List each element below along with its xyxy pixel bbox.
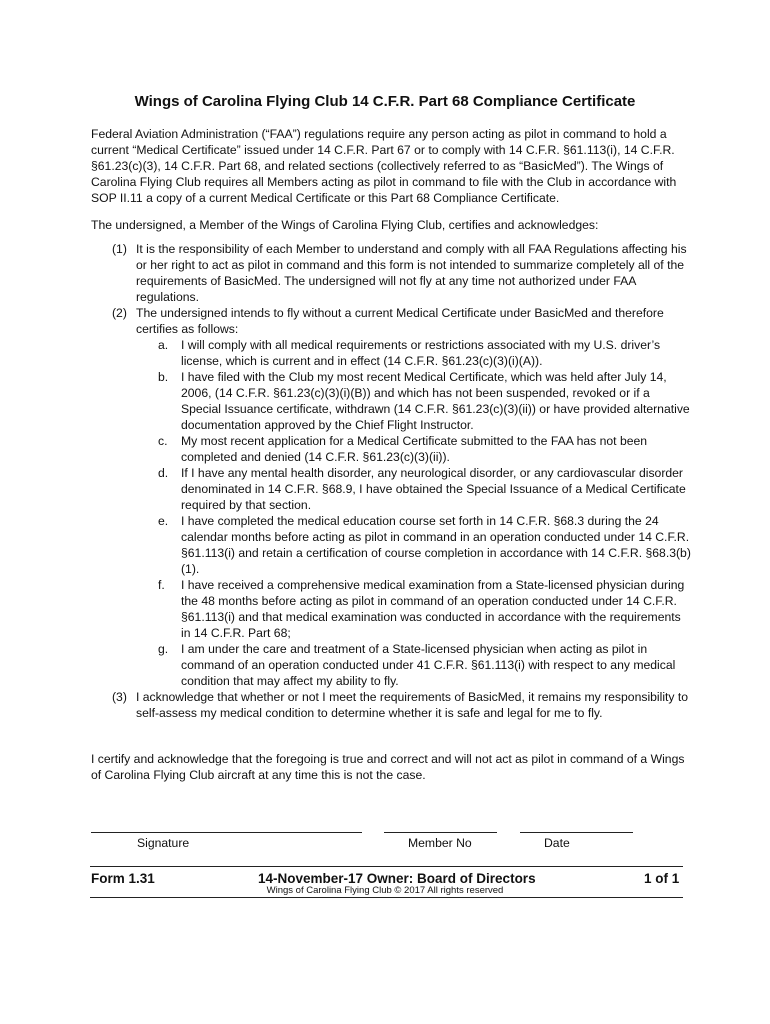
sub-item-letter: f. [158,578,165,592]
list-item [91,305,691,337]
sub-item [91,433,691,465]
sub-item [91,465,691,513]
member-number-label: Member No [408,836,472,850]
form-number: Form 1.31 [91,871,155,886]
sub-item-letter: a. [158,338,169,352]
item-number: (2) [112,306,127,320]
document-title: Wings of Carolina Flying Club 14 C.F.R. Part 68 Compliance Certificate [134,93,636,110]
sub-item-text: I will comply with all medical requirements or restrictions associated with my U.S. driver’s license, which is current and in effect (14 C.F.R. §61.23(c)(3)(i)(A)). [181,338,661,368]
sub-item [91,513,691,577]
list-item [91,241,691,305]
sub-item-text: I have received a comprehensive medical examination from a State-licensed physician during the 48 months before acting as pilot in command of an operation conducted under 14 C.F.R. §61.113(i) and that medical examination was conducted in accordance with the requirements in 14 C.F.R. Part 68; [181,578,685,640]
undersigned-paragraph: The undersigned, a Member of the Wings of Carolina Flying Club, certifies and acknowledges: [91,218,599,232]
footer-top-rule [90,866,683,867]
sub-item [91,641,691,689]
item-number: (3) [112,690,127,704]
sub-item-text: My most recent application for a Medical Certificate submitted to the FAA has not been completed and denied (14 C.F.R. §61.23(c)(3)(ii)). [181,434,648,464]
signature-line[interactable] [91,832,362,833]
sub-item-letter: b. [158,370,169,384]
item-text: It is the responsibility of each Member to understand and comply with all FAA Regulations affecting his or her right to act as pilot in command and this form is not intended to summarize completely all of the requirements of BasicMed. The undersigned will not fly at any time not authorized under FAA regulations. [136,242,687,304]
certification-list [91,241,691,721]
date-line[interactable] [520,832,633,833]
sub-item [91,577,691,641]
sub-item-text: I have completed the medical education course set forth in 14 C.F.R. §68.3 during the 24 calendar months before acting as pilot in command in an operation conducted under 14 C.F.R. §61.113(i) and retain a certification of course completion in accordance with 14 C.F.R. §68.3(b)(1). [181,514,691,576]
sub-item-letter: g. [158,642,169,656]
item-text: The undersigned intends to fly without a current Medical Certificate under BasicMed and therefore certifies as follows: [136,306,664,336]
signature-label: Signature [137,836,190,850]
sub-item-letter: c. [158,434,168,448]
sub-item-letter: d. [158,466,169,480]
item-number: (1) [112,242,127,256]
footer-owner: 14-November-17 Owner: Board of Directors [258,871,536,886]
member-number-line[interactable] [384,832,497,833]
sub-item [91,369,691,433]
date-label: Date [544,836,570,850]
sub-item-text: If I have any mental health disorder, any neurological disorder, or any cardiovascular disorder denominated in 14 C.F.R. §68.9, I have obtained the Special Issuance of a Medical Certificate required by that section. [181,466,686,512]
sub-item-text: I am under the care and treatment of a State-licensed physician when acting as pilot in command of an operation conducted under 41 C.F.R. §61.113(i) with respect to any medical condition that may affect my ability to fly. [181,642,676,688]
certify-paragraph: I certify and acknowledge that the foregoing is true and correct and will not act as pilot in command of a Wings of Carolina Flying Club aircraft at any time this is not the case. [91,752,685,782]
sub-item-text: I have filed with the Club my most recent Medical Certificate, which was held after July 14, 2006, (14 C.F.R. §61.23(c)(3)(i)(B)) and which has not been suspended, revoked or if a Special Issuance certificate, withdrawn (14 C.F.R. §61.23(c)(3)(ii)) or have provided alternative documentation approved by the Chief Flight Instructor. [181,370,690,432]
sub-item [91,337,691,369]
sub-item-letter: e. [158,514,169,528]
footer-bottom-rule [90,897,683,898]
item-text: I acknowledge that whether or not I meet the requirements of BasicMed, it remains my responsibility to self-assess my medical condition to determine whether it is safe and legal for me to fly. [136,690,689,720]
page-number: 1 of 1 [644,871,680,886]
copyright-notice: Wings of Carolina Flying Club © 2017 All rights reserved [266,885,504,896]
list-item [91,689,691,721]
intro-paragraph: Federal Aviation Administration (“FAA”) regulations require any person acting as pilot in command to hold a current “Medical Certificate” issued under 14 C.F.R. Part 67 or to comply with 14 C.F.R. §61.113(i), 14 C.F.R. §61.23(c)(3), 14 C.F.R. Part 68, and related sections (collectively referred to as “BasicMed”). The Wings of Carolina Flying Club requires all Members acting as pilot in command to file with the Club in accordance with SOP II.11 a copy of a current Medical Certificate or this Part 68 Compliance Certificate. [91,127,677,205]
